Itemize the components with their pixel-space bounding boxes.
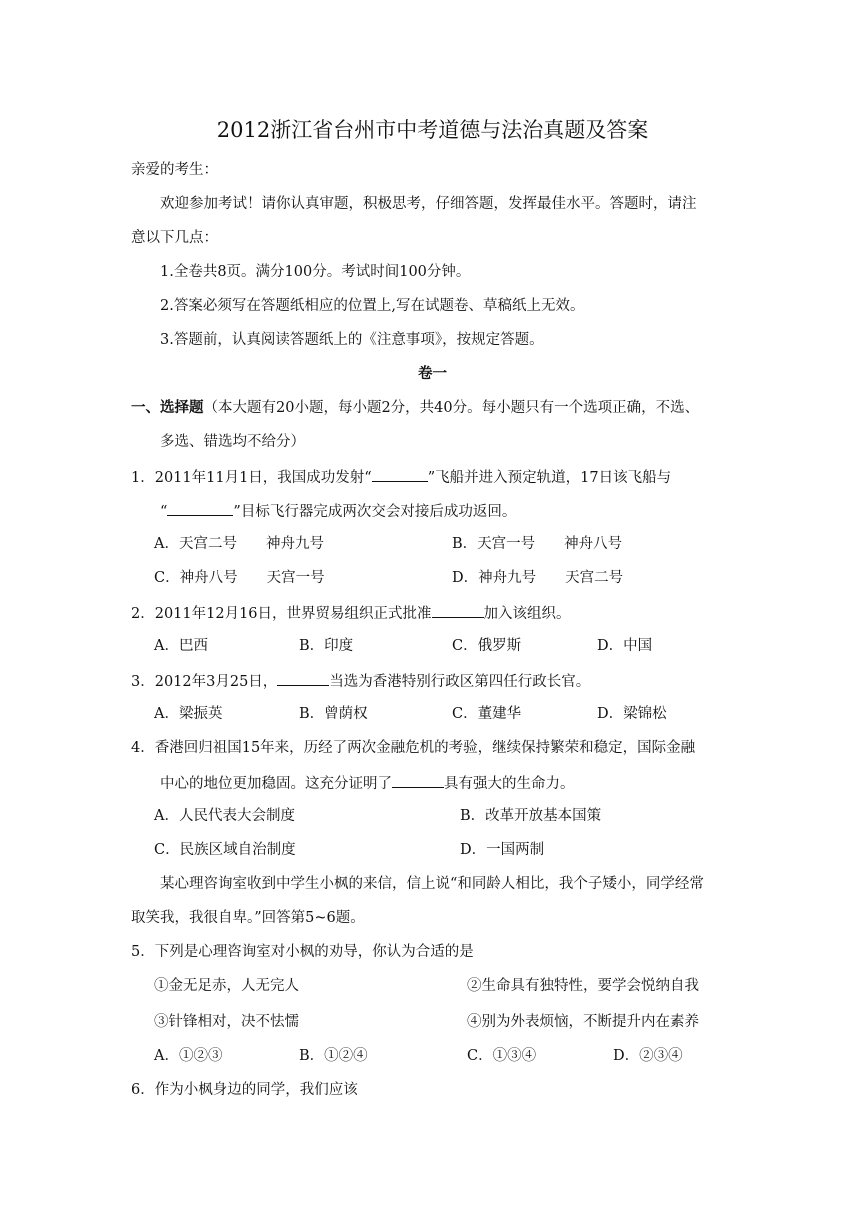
q6-stem: 6．作为小枫身边的同学，我们应该 (131, 1082, 358, 1098)
q2-option-b: B．印度 (299, 638, 354, 654)
q5-statement-3: ③针锋相对，决不怯懦 (154, 1014, 299, 1030)
note-1: 1.全卷共8页。满分100分。考试时间100分钟。 (160, 264, 471, 280)
q4-option-d: D．一国两制 (460, 842, 545, 858)
q1-blank-2 (167, 500, 233, 516)
part1-heading-line (131, 398, 699, 418)
q1-option-d: D．神舟九号 天宫二号 (452, 570, 624, 586)
q4-text-b: 具有强大的生命力。 (444, 776, 575, 792)
q3-text-b: 当选为香港特别行政区第四任行政长官。 (329, 674, 591, 690)
q2-text-b: 加入该组织。 (483, 606, 571, 622)
part1-desc-2: 多选、错选均不给分） (160, 434, 305, 450)
q3-option-c: C．董建华 (452, 706, 522, 722)
q5-stem: 5．下列是心理咨询室对小枫的劝导，你认为合适的是 (131, 944, 474, 960)
q3-option-d: D．梁锦松 (597, 706, 667, 722)
q5-statement-2: ②生命具有独特性，要学会悦纳自我 (467, 978, 699, 994)
part1-desc-1: （本大题有20小题，每小题2分，共40分。每小题只有一个选项正确，不选、 (203, 400, 700, 416)
q1-stem-line-2 (160, 500, 516, 522)
q4-option-a: A．人民代表大会制度 (154, 808, 295, 824)
q5-option-c: C．①③④ (467, 1048, 537, 1064)
q1-text-a: 1．2011年11月1日，我国成功发射“ (131, 470, 372, 486)
section-title: 卷一 (418, 365, 447, 382)
q3-option-a: A．梁振英 (154, 706, 223, 722)
q4-stem-line-2 (160, 772, 575, 794)
material-line-2: 取笑我，我很自卑。”回答第5~6题。 (131, 910, 365, 926)
q3-text-a: 3．2012年3月25日， (131, 674, 278, 690)
q1-text-c: “ (160, 504, 168, 520)
q2-option-a: A．巴西 (154, 638, 208, 654)
q2-option-c: C．俄罗斯 (452, 638, 522, 654)
q1-option-b: B．天宫一号 神舟八号 (452, 536, 623, 552)
q4-blank (392, 772, 444, 788)
q3-blank (277, 670, 329, 686)
q1-option-a: A．天宫二号 神舟九号 (154, 536, 324, 552)
q4-option-c: C．民族区域自治制度 (154, 842, 296, 858)
q4-text-a: 中心的地位更加稳固。这充分证明了 (160, 776, 392, 792)
q5-statement-1: ①金无足赤，人无完人 (154, 978, 299, 994)
q1-blank-1 (372, 466, 428, 482)
q1-option-c: C．神舟八号 天宫一号 (154, 570, 325, 586)
greeting: 亲爱的考生： (131, 162, 218, 178)
q4-option-b: B．改革开放基本国策 (460, 808, 602, 824)
q4-stem-line-1: 4．香港回归祖国15年来，历经了两次金融危机的考验，继续保持繁荣和稳定，国际金融 (131, 740, 696, 756)
q2-stem (131, 602, 571, 624)
note-3: 3.答题前，认真阅读答题纸上的《注意事项》，按规定答题。 (160, 332, 544, 348)
q1-stem-line-1 (131, 466, 671, 488)
page-title: 2012浙江省台州市中考道德与法治真题及答案 (216, 118, 649, 142)
q1-text-b: ”飞船并进入预定轨道，17日该飞船与 (427, 470, 672, 486)
q5-option-a: A．①②③ (154, 1048, 223, 1064)
note-2: 2.答案必须写在答题纸相应的位置上,写在试题卷、草稿纸上无效。 (160, 298, 585, 314)
q2-option-d: D．中国 (597, 638, 653, 654)
q3-option-b: B．曾荫权 (299, 706, 368, 722)
q1-text-d: ”目标飞行器完成两次交会对接后成功返回。 (233, 504, 517, 520)
q3-stem (131, 670, 590, 692)
material-line-1: 某心理咨询室收到中学生小枫的来信，信上说“和同龄人相比，我个子矮小，同学经常 (160, 876, 704, 892)
q2-text-a: 2．2011年12月16日，世界贸易组织正式批准 (131, 606, 432, 622)
q5-option-d: D．②③④ (613, 1048, 683, 1064)
q5-option-b: B．①②④ (299, 1048, 368, 1064)
intro-line-2: 意以下几点： (131, 230, 218, 246)
q2-blank (432, 602, 484, 618)
intro-line-1: 欢迎参加考试！请你认真审题，积极思考，仔细答题，发挥最佳水平。答题时，请注 (160, 196, 697, 212)
part1-heading: 一、选择题 (131, 399, 204, 416)
q5-statement-4: ④别为外表烦恼，不断提升内在素养 (467, 1014, 699, 1030)
